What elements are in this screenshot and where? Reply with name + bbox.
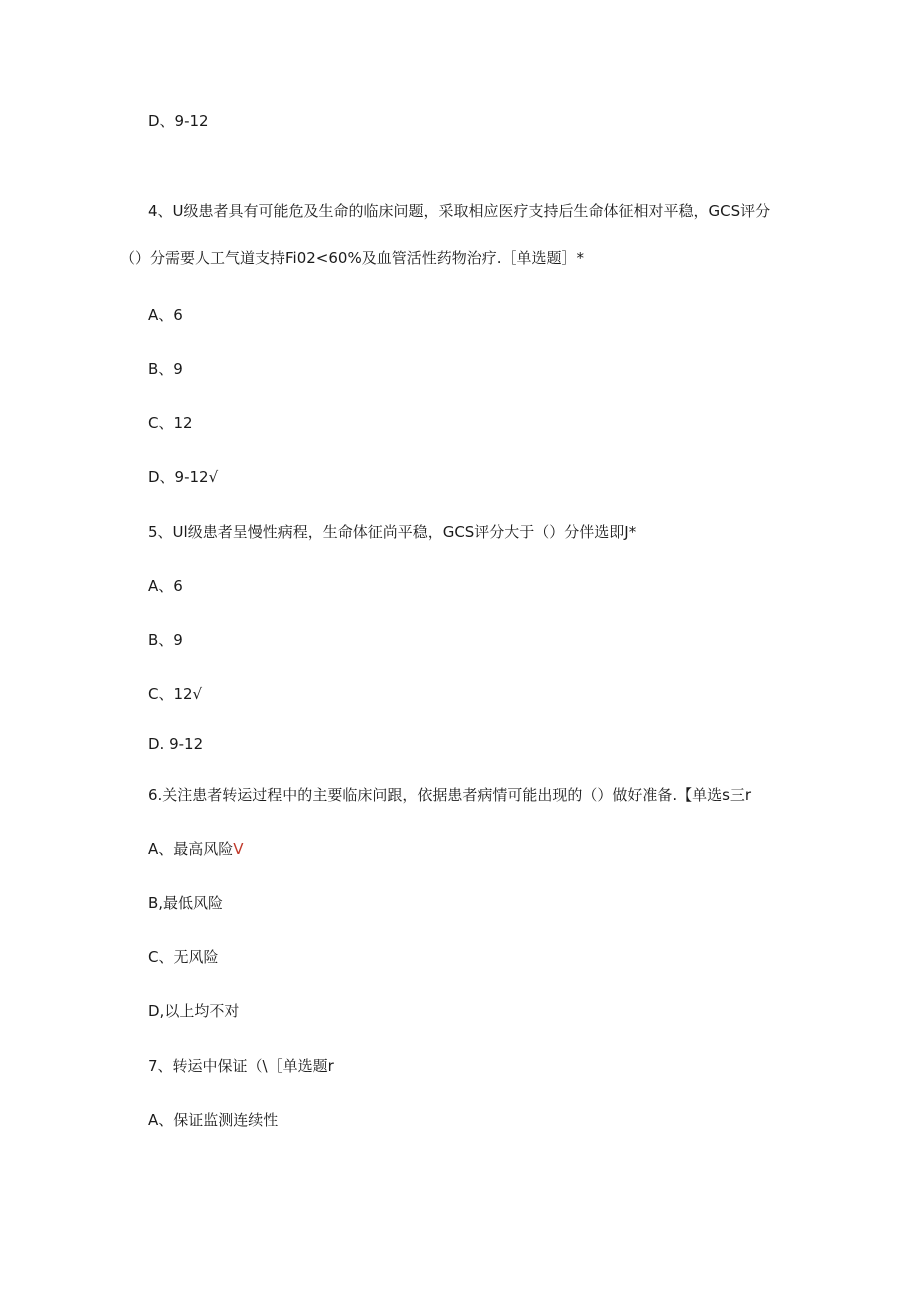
q4-option-a: A、6 — [148, 306, 183, 324]
q5-option-c: C、12√ — [148, 685, 203, 703]
q5-option-b: B、9 — [148, 631, 183, 649]
q4-option-c: C、12 — [148, 414, 193, 432]
q6-stem: 6.关注患者转运过程中的主要临床问跟，依据患者病情可能出现的（）做好准备.【单选s三r — [148, 786, 752, 804]
q5-option-d: D. 9-12 — [148, 735, 204, 753]
q4-option-d: D、9-12√ — [148, 468, 219, 486]
q6-option-a — [148, 839, 244, 859]
q3-option-d: D、9-12 — [148, 112, 209, 130]
q7-option-a: A、保证监测连续性 — [148, 1111, 279, 1129]
q4-option-b: B、9 — [148, 360, 183, 378]
q5-option-a: A、6 — [148, 577, 183, 595]
correct-mark: V — [233, 840, 244, 858]
q6-option-c: C、无风险 — [148, 948, 219, 966]
q6-option-a-text: A、最高风险 — [148, 840, 234, 858]
q4-stem-line-1: 4、U级患者具有可能危及生命的临床问题，采取相应医疗支持后生命体征相对平稳，GCS评分 — [148, 202, 771, 220]
q5-stem: 5、Ul级患者呈慢性病程，生命体征尚平稳，GCS评分大于（）分伴选即J* — [148, 523, 637, 541]
q6-option-b: B,最低风险 — [148, 894, 224, 912]
q7-stem: 7、转运中保证（\［单选题r — [148, 1057, 334, 1075]
q4-stem-line-2: （）分需要人工气道支持Fi02<60%及血管活性药物治疗.［单选题］* — [120, 249, 584, 267]
q6-option-d: D,以上均不对 — [148, 1002, 240, 1020]
